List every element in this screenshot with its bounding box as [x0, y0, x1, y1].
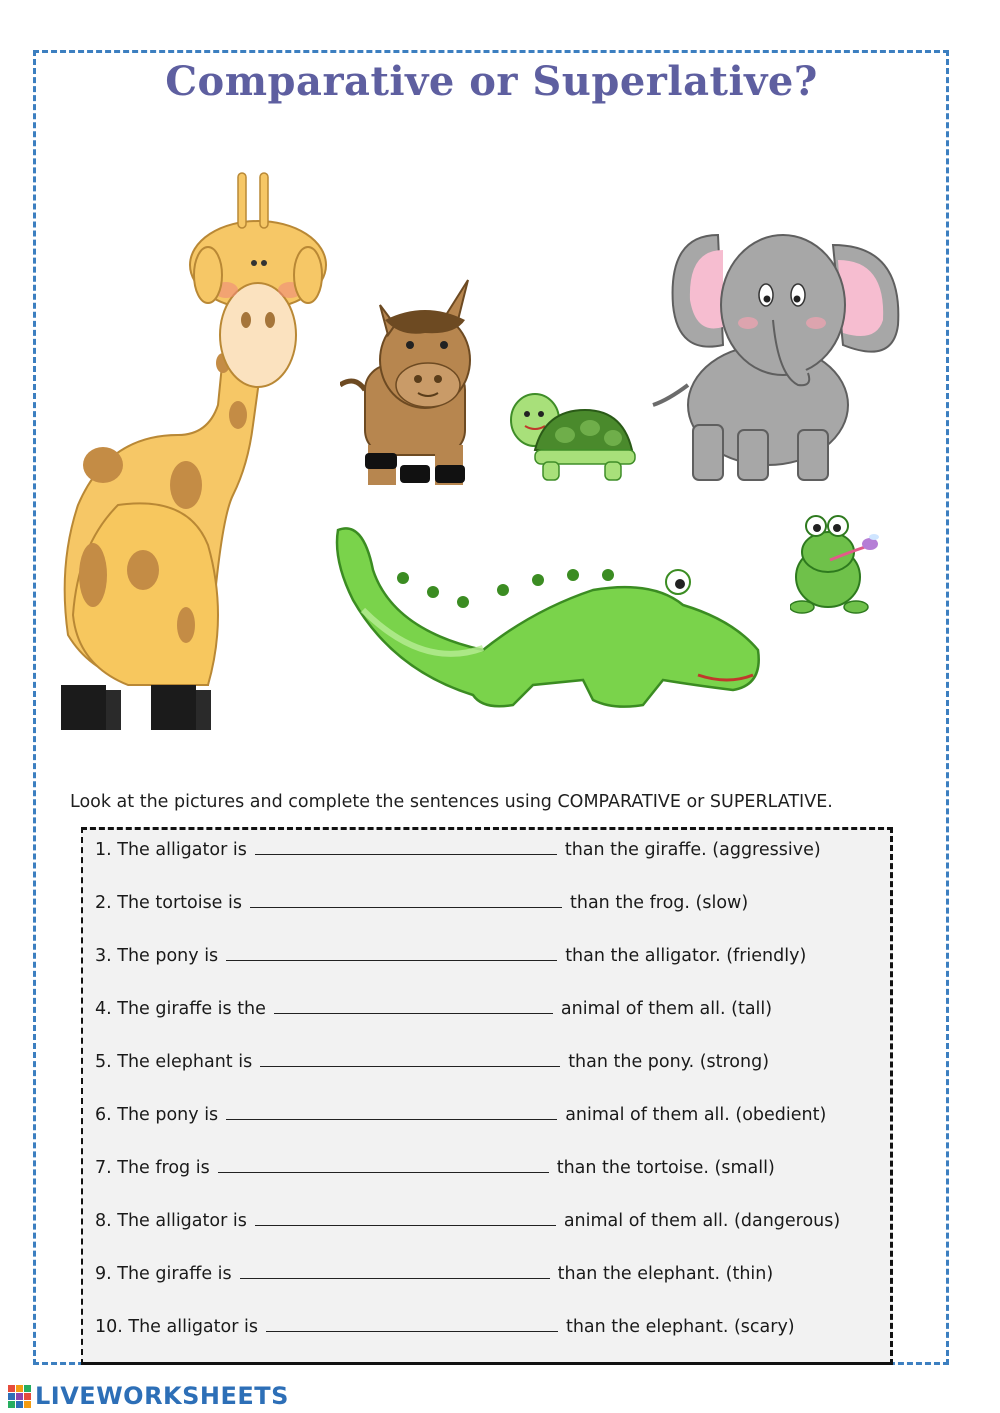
sentence-start: 2. The tortoise is	[95, 893, 242, 913]
answer-blank[interactable]	[260, 1050, 560, 1067]
brand-name: LIVEWORKSHEETS	[35, 1382, 289, 1410]
sentence-row	[95, 944, 806, 966]
answer-blank[interactable]	[240, 1262, 550, 1279]
sentence-end: animal of them all. (tall)	[560, 999, 773, 1019]
sentence-end: than the alligator. (friendly)	[565, 946, 807, 966]
answer-blank[interactable]	[255, 1209, 556, 1226]
frog-picture	[790, 512, 890, 617]
elephant-picture	[648, 215, 908, 485]
answer-blank[interactable]	[255, 838, 557, 855]
tortoise-picture	[505, 390, 637, 485]
sentence-start: 1. The alligator is	[95, 840, 247, 860]
sentence-end: than the elephant. (scary)	[565, 1317, 795, 1337]
sentence-row	[95, 891, 748, 913]
sentence-end: animal of them all. (obedient)	[565, 1105, 827, 1125]
sentence-end: than the pony. (strong)	[568, 1052, 770, 1072]
liveworksheets-logo-icon	[8, 1385, 31, 1408]
answer-blank[interactable]	[266, 1315, 558, 1332]
giraffe-picture	[58, 165, 328, 735]
sentence-end: than the frog. (slow)	[570, 893, 749, 913]
sentence-end: than the tortoise. (small)	[556, 1158, 775, 1178]
answer-blank[interactable]	[226, 1103, 557, 1120]
pony-picture	[340, 275, 480, 490]
answer-blank[interactable]	[274, 997, 553, 1014]
sentence-row	[95, 1262, 773, 1284]
sentence-end: animal of them all. (dangerous)	[563, 1211, 841, 1231]
sentence-row	[95, 1103, 826, 1125]
sentence-start: 6. The pony is	[95, 1105, 219, 1125]
sentence-row	[95, 997, 772, 1019]
sentence-start: 9. The giraffe is	[95, 1264, 232, 1284]
sentence-start: 7. The frog is	[95, 1158, 210, 1178]
sentence-row	[95, 1156, 775, 1178]
sentence-row	[95, 1050, 769, 1072]
sentence-end: than the giraffe. (aggressive)	[564, 840, 821, 860]
alligator-picture	[333, 520, 768, 715]
sentence-start: 4. The giraffe is the	[95, 999, 266, 1019]
sentence-row	[95, 1315, 795, 1337]
sentence-row	[95, 838, 821, 860]
sentence-start: 10. The alligator is	[95, 1317, 258, 1337]
sentence-end: than the elephant. (thin)	[557, 1264, 774, 1284]
answer-blank[interactable]	[250, 891, 562, 908]
answer-blank[interactable]	[226, 944, 557, 961]
sentence-start: 8. The alligator is	[95, 1211, 247, 1231]
sentence-start: 3. The pony is	[95, 946, 219, 966]
answer-blank[interactable]	[218, 1156, 549, 1173]
footer-brand	[8, 1382, 289, 1410]
instructions: Look at the pictures and complete the sentences using COMPARATIVE or SUPERLATIVE.	[70, 792, 833, 812]
sentence-row	[95, 1209, 840, 1231]
sentence-start: 5. The elephant is	[95, 1052, 253, 1072]
page-title: Comparative or Superlative?	[165, 58, 818, 105]
